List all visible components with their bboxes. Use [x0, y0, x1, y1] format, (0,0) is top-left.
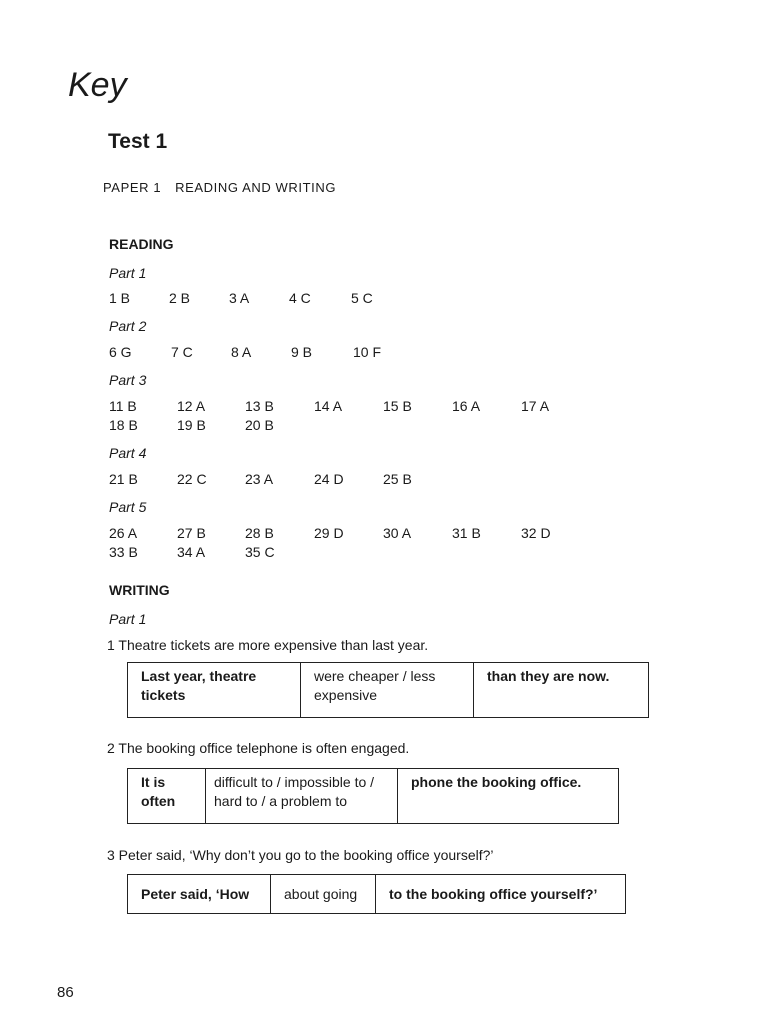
answer-table: [127, 768, 619, 824]
answer-item: 11 B: [109, 398, 137, 414]
answer-item: 8 A: [231, 344, 252, 360]
answer-row: [109, 544, 669, 564]
answer-row: [109, 290, 669, 310]
answer-item: 3 A: [229, 290, 250, 306]
answer-table-cell: to the booking office yourself?’: [376, 875, 626, 914]
answer-item: 5 C: [351, 290, 373, 306]
answer-item: 13 B: [245, 398, 274, 414]
reading-part-label: Part 1: [109, 265, 147, 281]
answer-row: [109, 344, 669, 364]
answer-row: [109, 525, 669, 545]
answer-item: 35 C: [245, 544, 275, 560]
question-text: 3 Peter said, ‘Why don’t you go to the booking office yourself?’: [107, 847, 494, 863]
answer-table-cell: phone the booking office.: [398, 769, 619, 824]
answer-table-cell: It is often: [128, 769, 206, 824]
answer-item: 31 B: [452, 525, 481, 541]
question-text: 1 Theatre tickets are more expensive than last year.: [107, 637, 429, 653]
answer-item: 16 A: [452, 398, 481, 414]
answer-item: 29 D: [314, 525, 344, 541]
answer-item: 22 C: [177, 471, 207, 487]
answer-item: 28 B: [245, 525, 274, 541]
answer-item: 21 B: [109, 471, 138, 487]
answer-table-cell: about going: [271, 875, 376, 914]
answer-item: 2 B: [169, 290, 191, 306]
answer-item: 25 B: [383, 471, 412, 487]
answer-item: 15 B: [383, 398, 412, 414]
answer-item: 4 C: [289, 290, 311, 306]
answer-item: 1 B: [109, 290, 131, 306]
answer-row: [109, 398, 669, 418]
key-title: Key: [68, 66, 127, 104]
answer-table-cell: Peter said, ‘How: [128, 875, 271, 914]
answer-item: 26 A: [109, 525, 138, 541]
answer-item: 12 A: [177, 398, 206, 414]
reading-part-label: Part 3: [109, 372, 147, 388]
reading-part-label: Part 4: [109, 445, 147, 461]
answer-table-cell: were cheaper / less expensive: [301, 663, 474, 718]
reading-part-label: Part 2: [109, 318, 147, 334]
test-title: Test 1: [108, 130, 168, 153]
reading-heading: READING: [109, 236, 174, 252]
answer-item: 7 C: [171, 344, 193, 360]
answer-item: 30 A: [383, 525, 412, 541]
answer-item: 10 F: [353, 344, 382, 360]
writing-part-label: Part 1: [109, 611, 147, 627]
page-number: 86: [57, 984, 74, 1001]
answer-table-cell: difficult to / impossible to / hard to / a problem to: [206, 769, 398, 824]
answer-item: 9 B: [291, 344, 313, 360]
answer-table-cell: Last year, theatre tickets: [128, 663, 301, 718]
paper-name: READING AND WRITING: [175, 180, 337, 195]
answer-row: [109, 417, 669, 437]
reading-part-label: Part 5: [109, 499, 147, 515]
answer-table: [127, 662, 649, 718]
answer-row: [109, 471, 669, 491]
answer-item: 32 D: [521, 525, 551, 541]
answer-item: 17 A: [521, 398, 550, 414]
writing-heading: WRITING: [109, 582, 170, 598]
question-text: 2 The booking office telephone is often engaged.: [107, 740, 410, 756]
answer-item: 33 B: [109, 544, 138, 560]
answer-item: 24 D: [314, 471, 344, 487]
paper-number: PAPER 1: [103, 180, 162, 195]
answer-item: 6 G: [109, 344, 132, 360]
answer-item: 19 B: [177, 417, 206, 433]
paper-heading: [103, 180, 336, 195]
answer-table-cell: than they are now.: [474, 663, 649, 718]
answer-item: 18 B: [109, 417, 138, 433]
answer-item: 14 A: [314, 398, 343, 414]
answer-item: 20 B: [245, 417, 274, 433]
answer-table: [127, 874, 626, 914]
answer-item: 27 B: [177, 525, 206, 541]
answer-item: 23 A: [245, 471, 274, 487]
answer-item: 34 A: [177, 544, 206, 560]
